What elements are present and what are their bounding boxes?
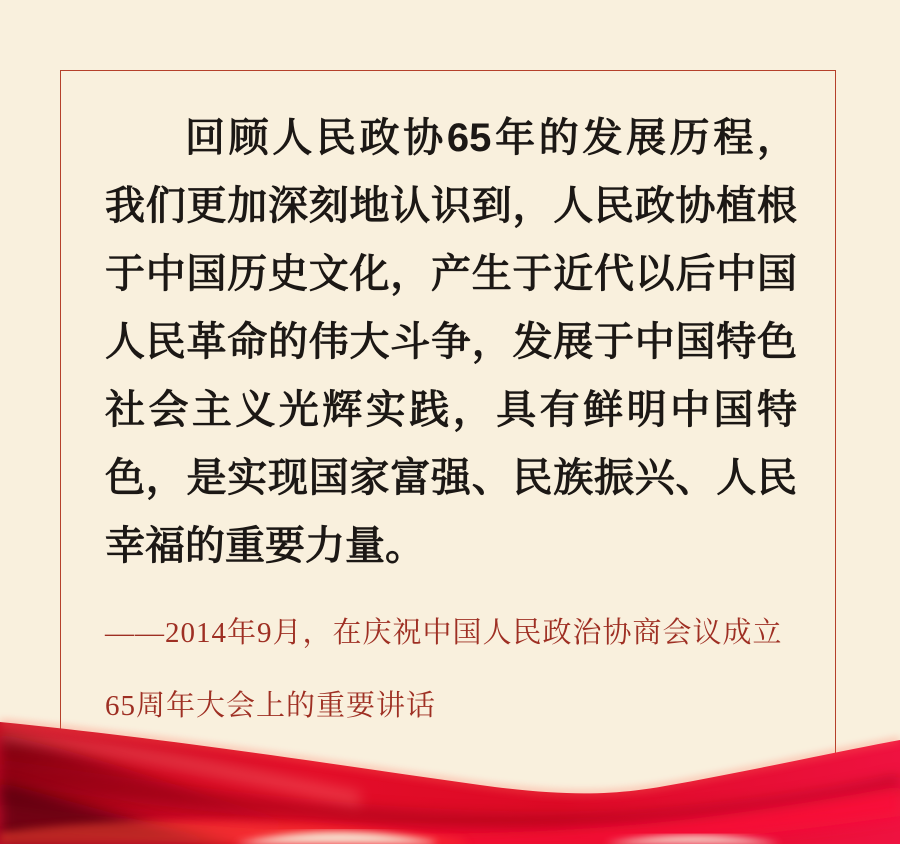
attribution-line-1: ——2014年9月，在庆祝中国人民政治协商会议成立 (105, 617, 783, 649)
attribution-line-2: 65周年大会上的重要讲话 (105, 690, 437, 722)
quote-text-block (105, 104, 797, 580)
quote-line-6: 色，是实现国家富强、民族振兴、人民 (105, 456, 797, 500)
quote-line-4: 人民革命的伟大斗争，发展于中国特色 (105, 320, 797, 364)
red-silk-ribbon-graphic (0, 664, 900, 844)
quote-line-2: 我们更加深刻地认识到，人民政协植根 (105, 184, 797, 228)
quote-line-7: 幸福的重要力量。 (105, 524, 425, 568)
quote-line-1: 回顾人民政协65年的发展历程， (185, 116, 797, 160)
quote-line-5: 社会主义光辉实践，具有鲜明中国特 (105, 388, 797, 432)
quote-line-3: 于中国历史文化，产生于近代以后中国 (105, 252, 797, 296)
